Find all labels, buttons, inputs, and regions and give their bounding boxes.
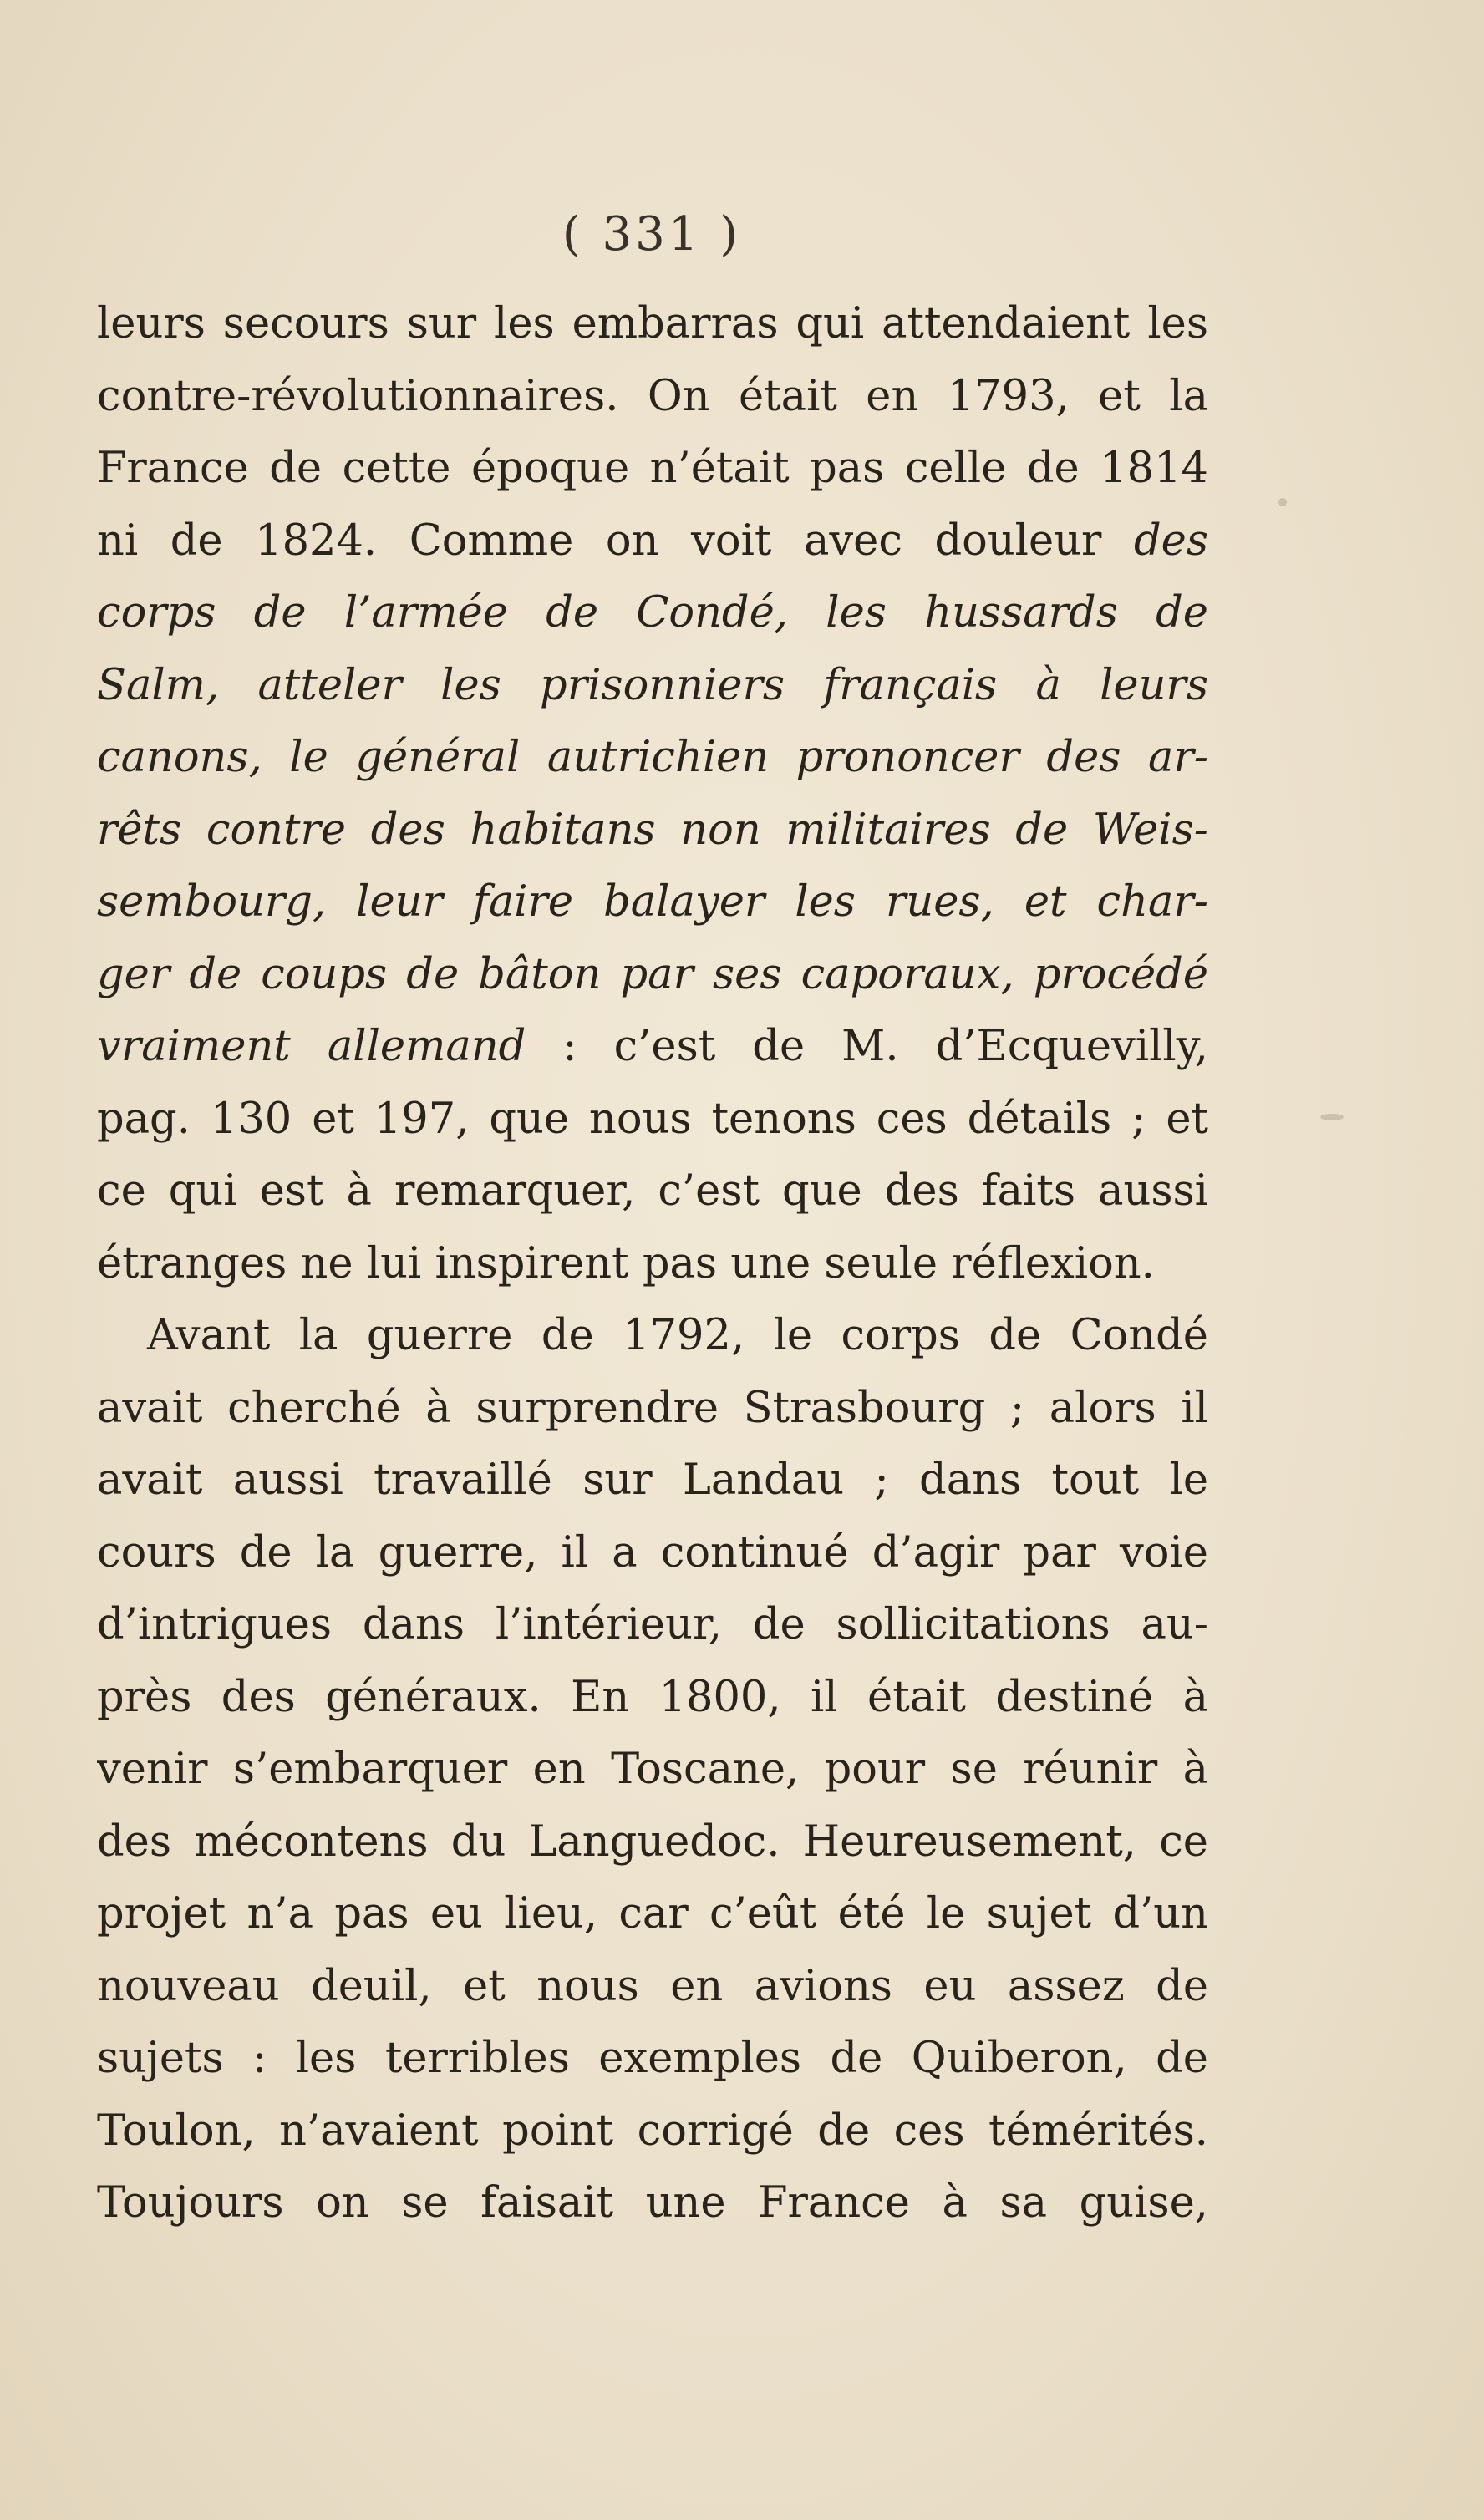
- text-line: cours de la guerre, il a continué d’agir par voie: [97, 1527, 1208, 1578]
- text-line: canons, le général autrichien prononcer des ar-: [97, 733, 1208, 782]
- text-line: [97, 1011, 1208, 1084]
- page-number: ( 331 ): [562, 207, 742, 262]
- text-line: Salm, atteler les prisonniers français à leurs: [97, 660, 1208, 710]
- text-line: France de cette époque n’était pas celle de 1814: [97, 444, 1208, 493]
- text-line: pag. 130 et 197, que nous tenons ces détails ; et: [97, 1094, 1208, 1144]
- ink-smudge: [1320, 1114, 1344, 1120]
- text-line: corps de l’armée de Condé, les hussards de: [97, 588, 1208, 638]
- body-text: [97, 288, 1208, 2240]
- text-line: nouveau deuil, et nous en avions eu assez de: [97, 1961, 1208, 2011]
- text-line: contre-révolutionnaires. On était en 1793, et la: [97, 371, 1208, 421]
- text-line: étranges ne lui inspirent pas une seule réflexion.: [97, 1238, 1155, 1288]
- text-italic: vraiment allemand: [97, 1022, 526, 1071]
- text-line: des mécontens du Languedoc. Heureusement, ce: [97, 1816, 1208, 1867]
- ink-smudge: [1278, 498, 1287, 506]
- text-roman: : c’est de M. d’Ecquevilly,: [526, 1022, 1208, 1071]
- text-line: sembourg, leur faire balayer les rues, et char-: [97, 877, 1208, 927]
- text-italic: des: [1133, 516, 1208, 566]
- text-line-paragraph-start: Avant la guerre de 1792, le corps de Condé: [147, 1311, 1208, 1360]
- text-line: rêts contre des habitans non militaires de Weis-: [97, 805, 1208, 855]
- text-line: Toulon, n’avaient point corrigé de ces témérités.: [97, 2106, 1208, 2156]
- text-line: leurs secours sur les embarras qui attendaient les: [97, 299, 1208, 348]
- text-line: projet n’a pas eu lieu, car c’eût été le sujet d’un: [97, 1889, 1208, 1938]
- text-line: sujets : les terribles exemples de Quiberon, de: [97, 2034, 1208, 2083]
- text-roman: ni de 1824. Comme on voit avec douleur: [97, 516, 1134, 566]
- text-line: avait cherché à surprendre Strasbourg ; alors il: [97, 1383, 1208, 1433]
- text-line: avait aussi travaillé sur Landau ; dans tout le: [97, 1456, 1208, 1505]
- text-line: [97, 506, 1208, 578]
- text-line: Toujours on se faisait une France à sa guise,: [97, 2178, 1208, 2228]
- text-line: ce qui est à remarquer, c’est que des faits aussi: [97, 1166, 1208, 1216]
- text-line: ger de coups de bâton par ses caporaux, procédé: [97, 949, 1208, 999]
- text-line: près des généraux. En 1800, il était destiné à: [97, 1672, 1208, 1722]
- text-line: d’intrigues dans l’intérieur, de sollicitations au-: [97, 1600, 1208, 1649]
- text-line: venir s’embarquer en Toscane, pour se réunir à: [97, 1745, 1208, 1794]
